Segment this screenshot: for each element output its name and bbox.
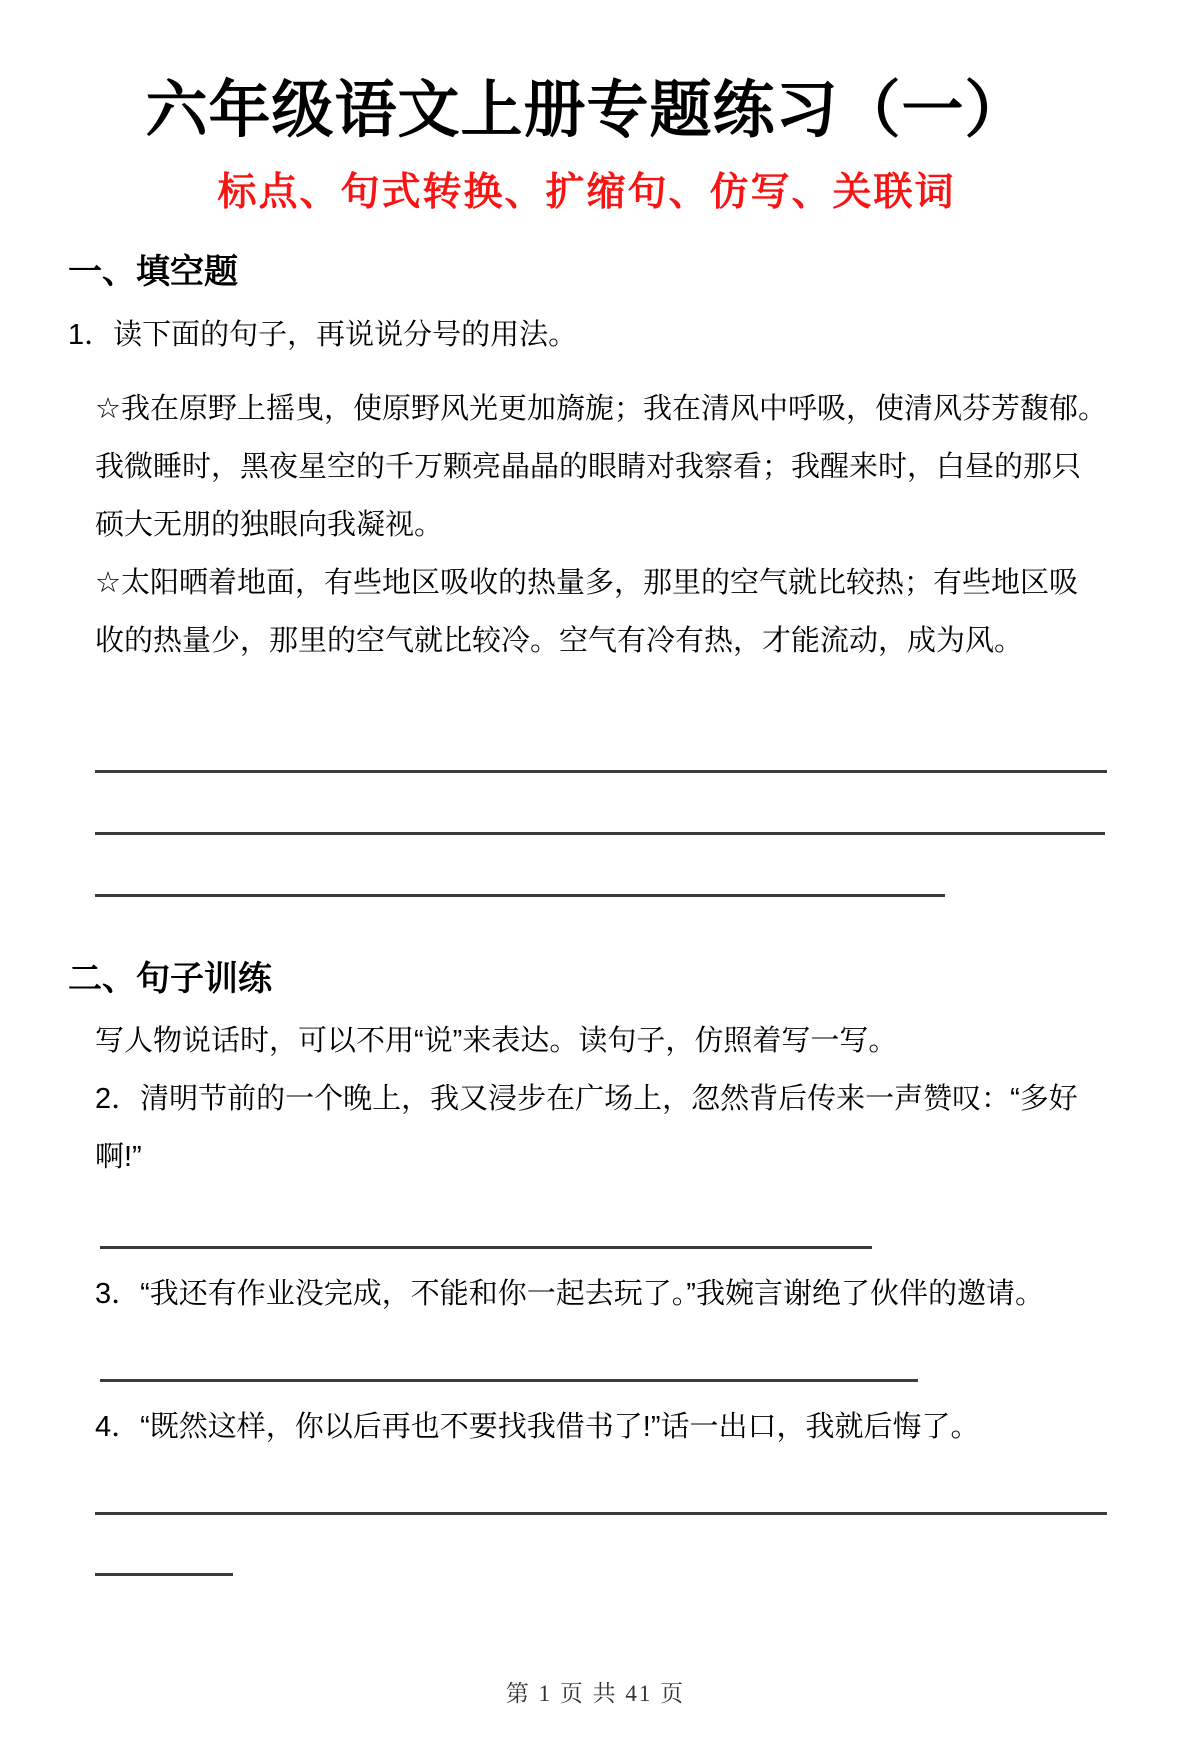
- question-2-line2: 啊!”: [95, 1141, 142, 1174]
- answer-line: [95, 1573, 233, 1576]
- section-fill-in-blank: [68, 254, 1105, 896]
- worksheet-page: [0, 72, 1191, 1756]
- question-3: 3．“我还有作业没完成，不能和你一起去玩了。”我婉言谢绝了伙伴的邀请。: [95, 1278, 1044, 1311]
- page-footer: 第 1 页 共 41 页: [505, 1681, 686, 1706]
- answer-line: [100, 1246, 872, 1249]
- answer-line: [95, 832, 1105, 835]
- answer-line: [95, 894, 945, 897]
- page-subtitle: 标点、句式转换、扩缩句、仿写、关联词: [217, 170, 956, 214]
- q1-example1-line2: 我微睡时，黑夜星空的千万颗亮晶晶的眼睛对我察看；我醒来时，白昼的那只: [95, 450, 1082, 483]
- section2-intro: 写人物说话时，可以不用“说”来表达。读句子，仿照着写一写。: [95, 1025, 898, 1058]
- q1-example2-line2: 收的热量少，那里的空气就比较冷。空气有冷有热，才能流动，成为风。: [95, 624, 1024, 657]
- question-1-prompt: 1．读下面的句子，再说说分号的用法。: [68, 318, 578, 351]
- section1-heading: 一、填空题: [68, 253, 238, 292]
- answer-line: [95, 1512, 1107, 1515]
- q1-example1-line1: ☆我在原野上摇曳，使原野风光更加旖旎；我在清风中呼吸，使清风芬芳馥郁。: [95, 392, 1107, 425]
- answer-line: [100, 1379, 918, 1382]
- page-title: 六年级语文上册专题练习（一）: [145, 76, 1028, 145]
- q1-example2-line1: ☆太阳晒着地面，有些地区吸收的热量多，那里的空气就比较热；有些地区吸: [95, 566, 1078, 599]
- section2-heading: 二、句子训练: [68, 959, 272, 998]
- question-4: 4．“既然这样，你以后再也不要找我借书了!”话一出口，我就后悔了。: [95, 1411, 980, 1444]
- answer-line: [95, 770, 1107, 773]
- section-sentence-training: [68, 961, 1105, 1576]
- q1-example1-line3: 硕大无朋的独眼向我凝视。: [95, 508, 444, 541]
- question-2-line1: 2．清明节前的一个晚上，我又浸步在广场上，忽然背后传来一声赞叹：“多好: [95, 1083, 1078, 1116]
